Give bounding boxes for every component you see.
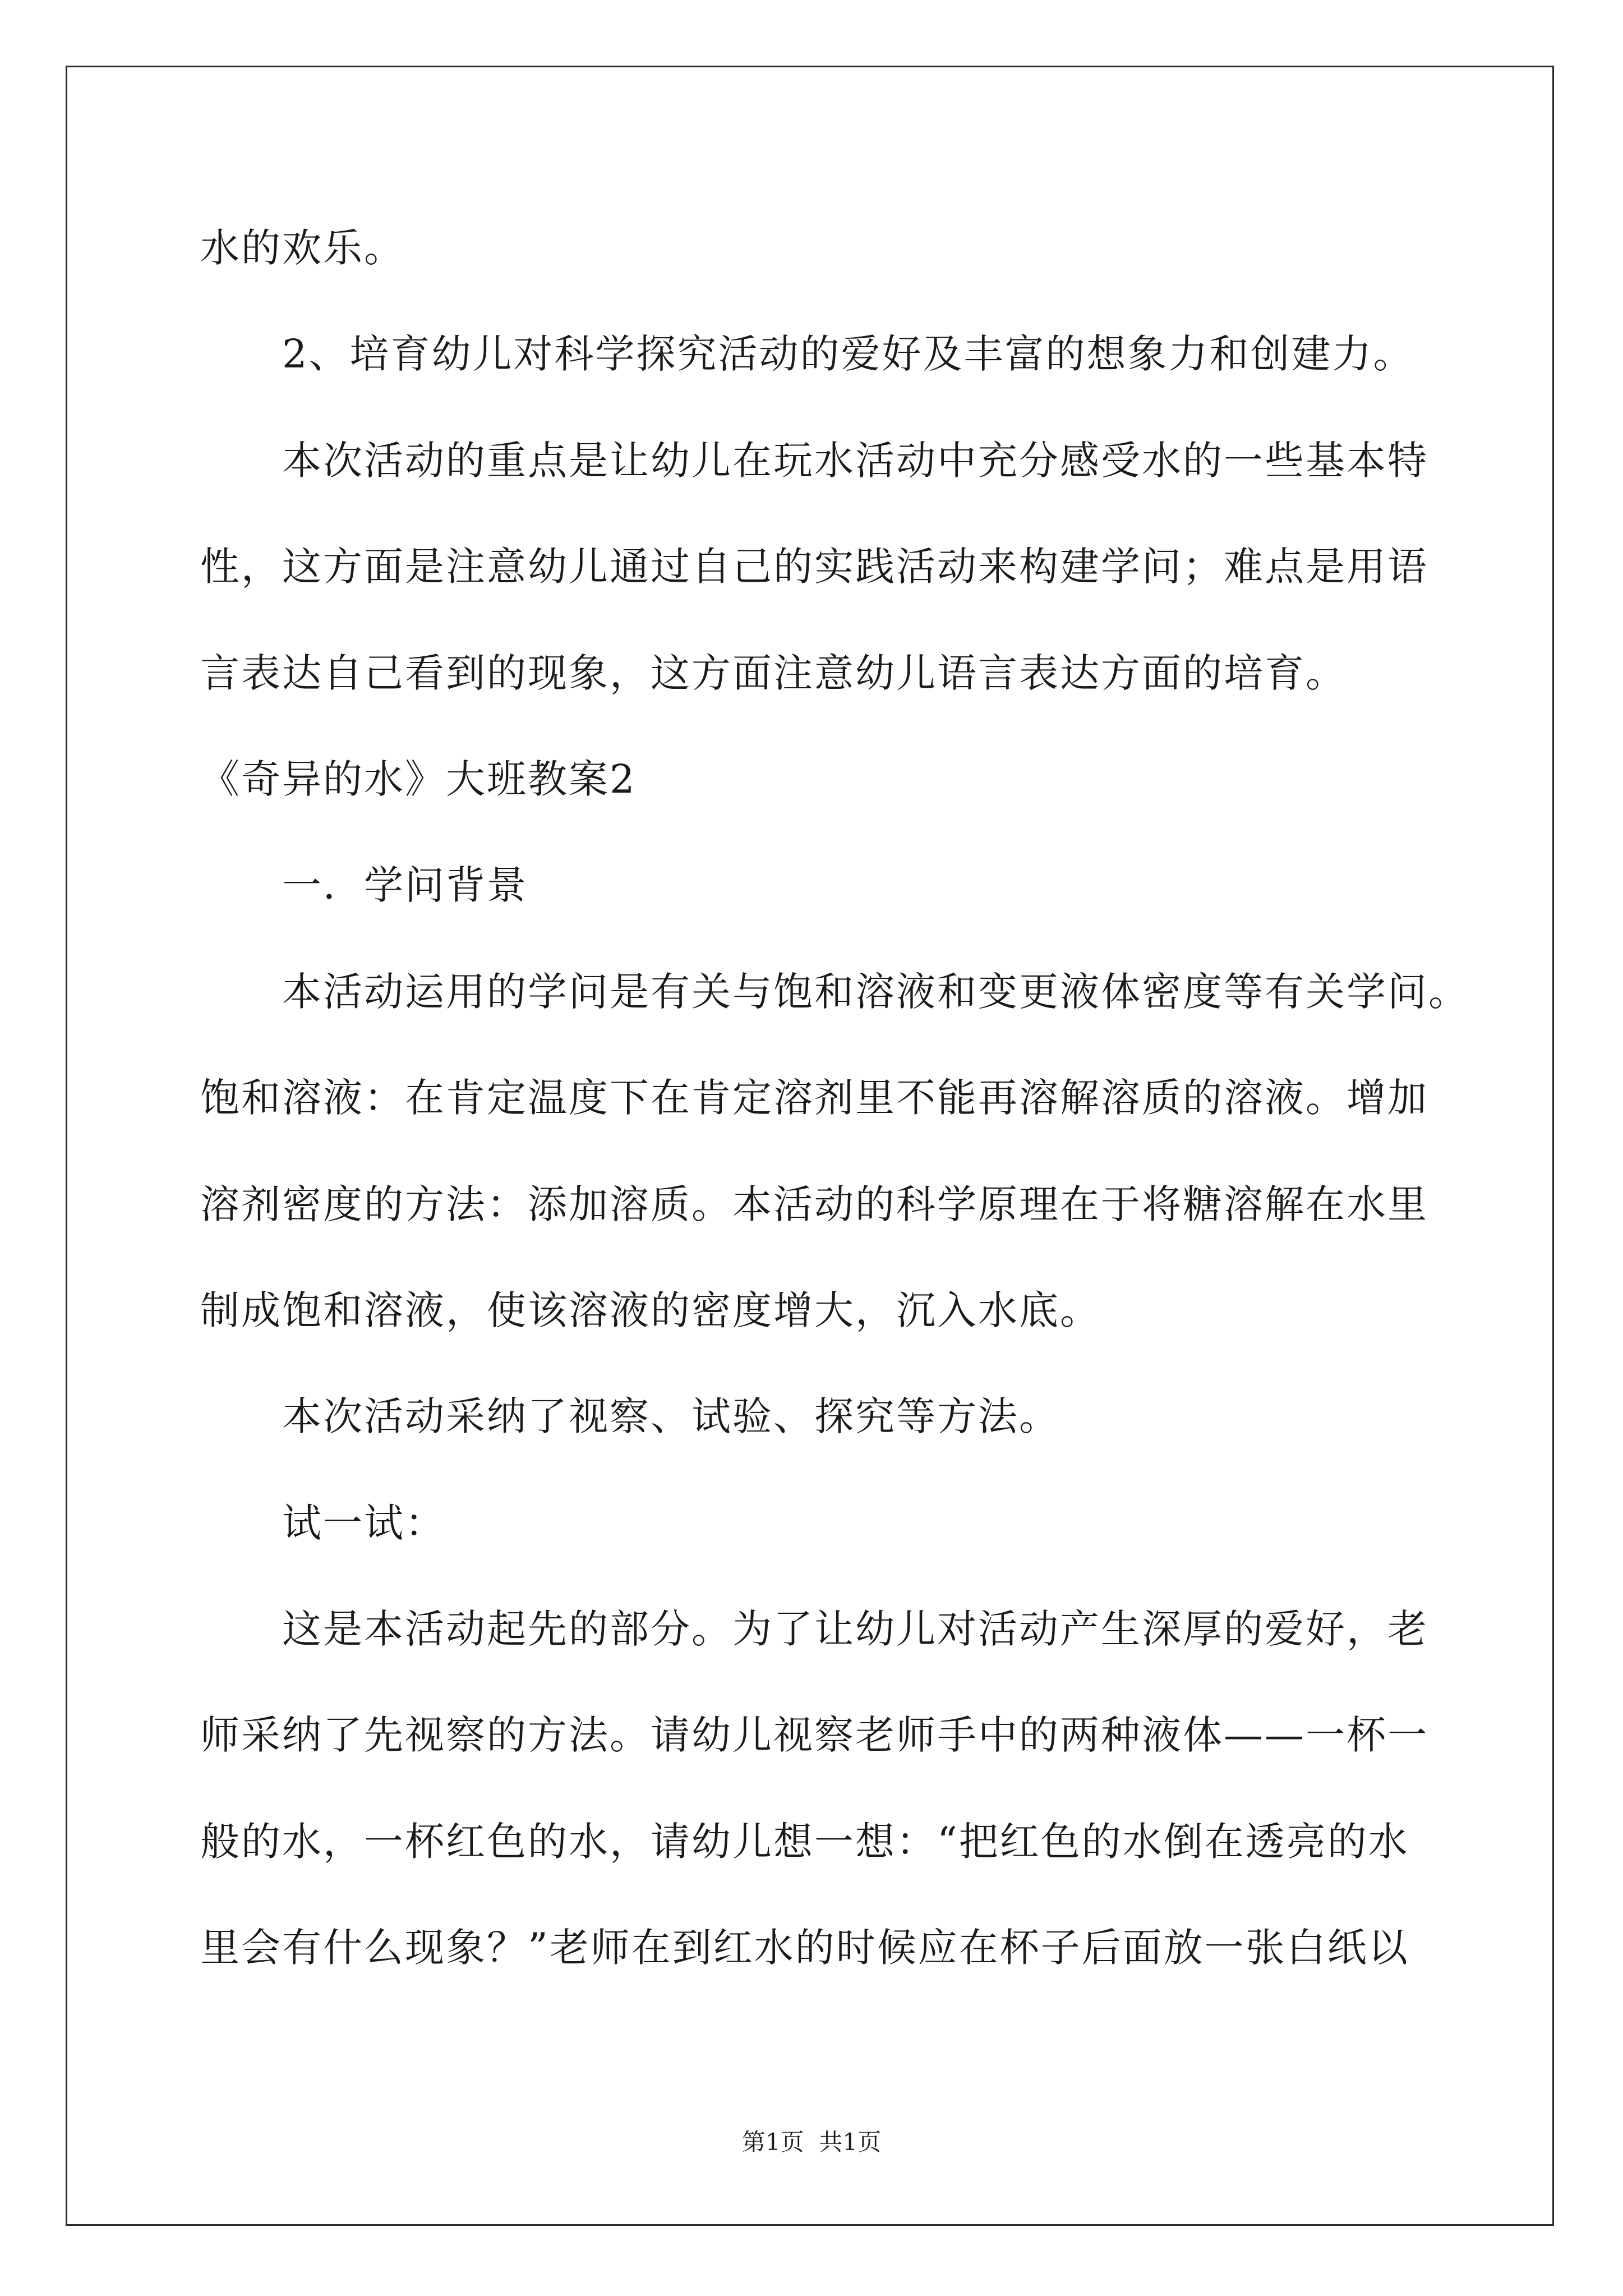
paragraph-line: 饱和溶液：在肯定温度下在肯定溶剂里不能再溶解溶质的溶液。增加 [200, 1075, 1428, 1121]
paragraph-line: 本次活动的重点是让幼儿在玩水活动中充分感受水的一些基本特 [282, 437, 1428, 484]
paragraph-line: 本活动运用的学问是有关与饱和溶液和变更液体密度等有关学问。 [282, 968, 1469, 1015]
paragraph-line: 本次活动采纳了视察、试验、探究等方法。 [282, 1393, 1060, 1440]
paragraph-line: 般的水，一杯红色的水，请幼儿想一想：“把红色的水倒在透亮的水 [200, 1818, 1409, 1865]
paragraph-line: 言表达自己看到的现象，这方面注意幼儿语言表达方面的培育。 [200, 650, 1347, 696]
paragraph-line: 性，这方面是注意幼儿通过自己的实践活动来构建学问；难点是用语 [200, 544, 1428, 590]
paragraph-line: 溶剂密度的方法：添加溶质。本活动的科学原理在于将糖溶解在水里 [200, 1181, 1428, 1227]
section-heading: 《奇异的水》大班教案2 [200, 756, 637, 802]
paragraph-line: 这是本活动起先的部分。为了让幼儿对活动产生深厚的爱好，老 [282, 1606, 1428, 1653]
paragraph-line: 2、培育幼儿对科学探究活动的爱好及丰富的想象力和创建力。 [282, 331, 1414, 378]
paragraph-line: 师采纳了先视察的方法。请幼儿视察老师手中的两种液体——一杯一 [200, 1712, 1428, 1759]
paragraph-line: 试一试： [282, 1499, 446, 1546]
paragraph-line: 水的欢乐。 [200, 225, 405, 271]
paragraph-line: 里会有什么现象？”老师在到红水的时候应在杯子后面放一张白纸以 [200, 1925, 1409, 1971]
document-body [200, 195, 1490, 2001]
paragraph-line: 制成饱和溶液，使该溶液的密度增大，沉入水底。 [200, 1287, 1101, 1333]
page-number-footer: 第1页 共1页 [741, 2128, 882, 2156]
subsection-heading: 一．学问背景 [282, 862, 528, 909]
